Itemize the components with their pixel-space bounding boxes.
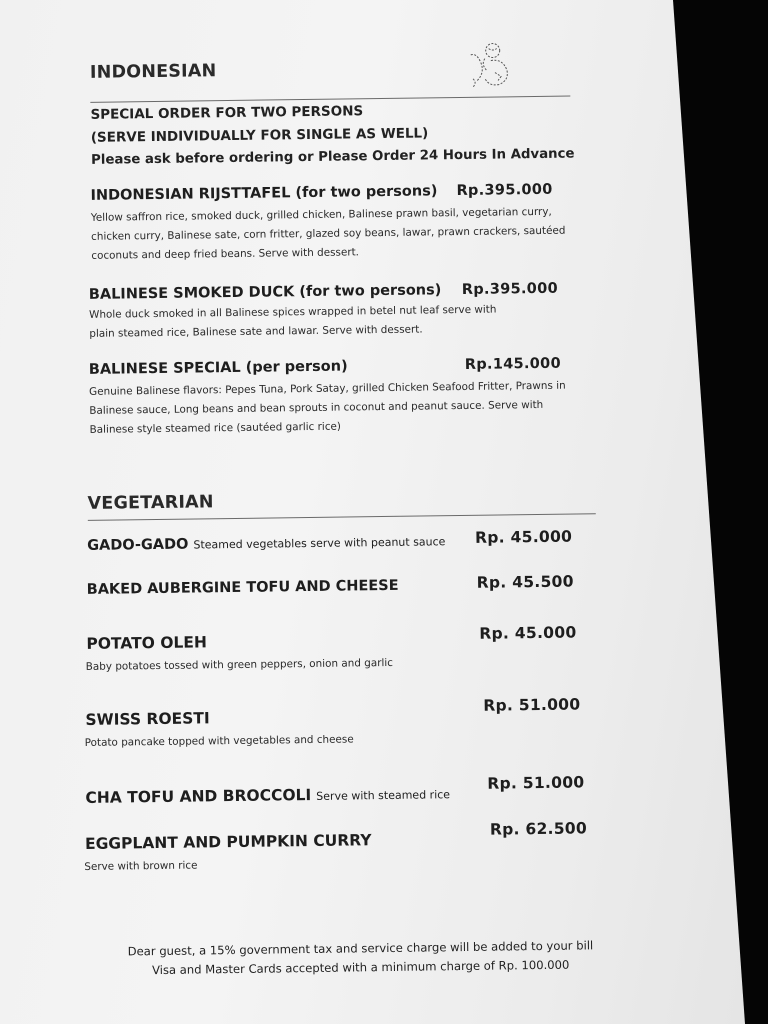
section-divider-vegetarian [88, 513, 596, 521]
dish-desc-potato-oleh: Baby potatoes tossed with green peppers, onion and garlic [85, 656, 393, 673]
section-title-vegetarian: VEGETARIAN [87, 492, 214, 514]
footer-card-note: Visa and Master Cards accepted with a minimum charge of Rp. 100.000 [151, 957, 570, 978]
cherub-sketch-icon [463, 38, 524, 91]
dish-price-rijsttafel: Rp.395.000 [456, 181, 553, 200]
dish-name-rijsttafel: INDONESIAN RIJSTTAFEL (for two persons) [90, 183, 438, 204]
section-divider-indonesian [90, 96, 570, 103]
dish-row-cha-tofu [85, 784, 450, 807]
dish-price-potato-oleh: Rp. 45.000 [479, 623, 577, 643]
dish-price-smoked-duck: Rp.395.000 [461, 280, 559, 298]
dish-desc-gado-gado: Steamed vegetables serve with peanut sauce [193, 535, 446, 552]
intro-order-advance: Please ask before ordering or Please Order 24 Hours In Advance [91, 146, 575, 168]
dish-desc-smoked-duck: Whole duck smoked in all Balinese spices wrapped in betel nut leaf serve with plain steamed rice, Balinese sate and lawar. Serve with dessert. [89, 303, 497, 340]
dish-name-potato-oleh: POTATO OLEH [86, 633, 208, 653]
dish-price-baked-aubergine: Rp. 45.500 [476, 572, 574, 592]
dish-name-balinese-special: BALINESE SPECIAL (per person) [88, 358, 348, 378]
dish-name-gado-gado: GADO-GADO [87, 536, 189, 554]
dish-desc-eggplant-curry: Serve with brown rice [84, 859, 198, 873]
dish-price-swiss-roesti: Rp. 51.000 [483, 695, 581, 715]
footer-tax-note: Dear guest, a 15% government tax and service charge will be added to your bill [127, 938, 594, 959]
dish-price-balinese-special: Rp.145.000 [464, 355, 562, 373]
dish-name-swiss-roesti: SWISS ROESTI [85, 709, 210, 729]
dish-name-cha-tofu: CHA TOFU AND BROCCOLI [85, 785, 312, 807]
section-title-indonesian: INDONESIAN [89, 61, 217, 83]
dish-name-baked-aubergine: BAKED AUBERGINE TOFU AND CHEESE [86, 577, 399, 598]
dish-desc-balinese-special: Genuine Balinese flavors: Pepes Tuna, Pork Satay, grilled Chicken Seafood Fritter, Prawns in Balinese sauce, Long beans and bean sprouts in coconut and peanut sauce. Serve with Balinese style steamed rice (sautéed garlic rice) [89, 379, 566, 436]
dish-price-eggplant-curry: Rp. 62.500 [489, 819, 588, 839]
footer-note [110, 936, 610, 981]
dish-desc-swiss-roesti: Potato pancake topped with vegetables and cheese [84, 733, 354, 749]
dish-name-eggplant-curry: EGGPLANT AND PUMPKIN CURRY [84, 831, 372, 853]
dish-price-gado-gado: Rp. 45.000 [474, 527, 573, 547]
intro-special-order: SPECIAL ORDER FOR TWO PERSONS [90, 103, 364, 123]
dish-row-gado-gado [87, 533, 445, 554]
dish-desc-cha-tofu: Serve with steamed rice [316, 788, 451, 803]
dish-price-cha-tofu: Rp. 51.000 [487, 773, 585, 793]
dish-desc-rijsttafel: Yellow saffron rice, smoked duck, grilled chicken, Balinese prawn basil, vegetarian curry, chicken curry, Balinese sate, corn fritter, glazed soy beans, lawar, prawn crackers, sautéed coconuts and deep fried beans. Serve with dessert. [90, 205, 566, 262]
dish-name-smoked-duck: BALINESE SMOKED DUCK (for two persons) [88, 282, 442, 303]
intro-serve-individually: (SERVE INDIVIDUALLY FOR SINGLE AS WELL) [90, 125, 429, 146]
